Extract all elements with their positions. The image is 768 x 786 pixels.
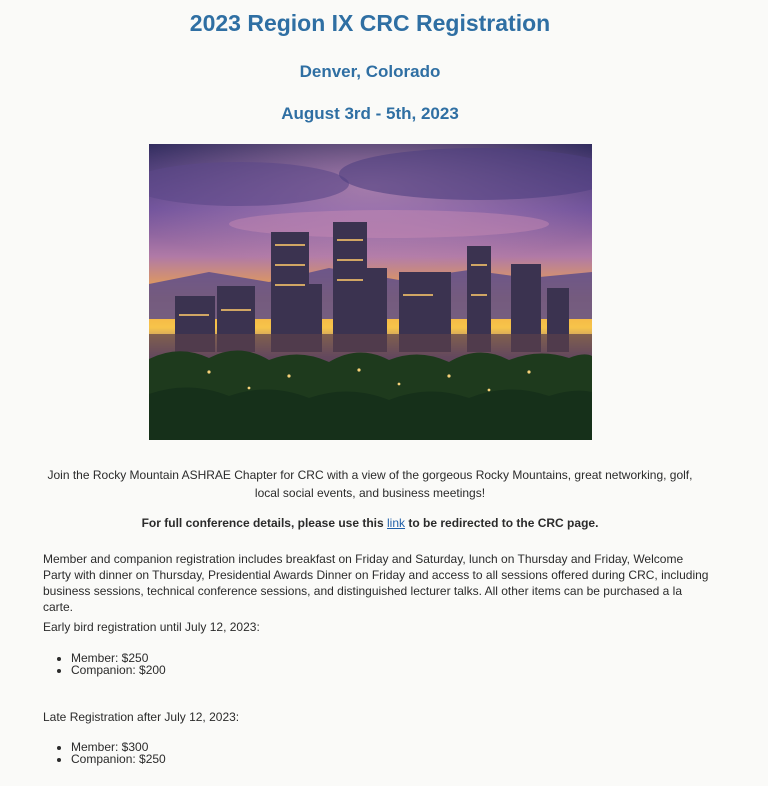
intro-paragraph: Join the Rocky Mountain ASHRAE Chapter for CRC with a view of the gorgeous Rocky Mountains, great networking, golf, local social events, and business meetings! [47, 468, 693, 500]
event-dates: August 3rd - 5th, 2023 [281, 104, 459, 123]
details-paragraph [40, 516, 700, 530]
list-item: • Companion: $200 [71, 664, 166, 676]
early-bird-heading: Early bird registration until July 12, 2023: [43, 620, 260, 634]
denver-skyline-image [149, 144, 592, 440]
event-location: Denver, Colorado [299, 62, 441, 81]
details-suffix: to be redirected to the CRC page. [408, 516, 599, 530]
late-registration-price-list [43, 741, 166, 765]
list-item: • Companion: $250 [71, 753, 166, 765]
late-registration-heading: Late Registration after July 12, 2023: [43, 710, 240, 724]
page-title: 2023 Region IX CRC Registration [189, 10, 551, 36]
list-item: • Member: $250 [71, 652, 166, 664]
list-item: • Member: $300 [71, 741, 166, 753]
details-prefix: For full conference details, please use this [141, 516, 384, 530]
inclusions-paragraph: Member and companion registration includes breakfast on Friday and Saturday, lunch on Thursday and Friday, Welcome Party with dinner on Thursday, Presidential Awards Dinner on Friday and access to all sessions offered during CRC, including business sessions, technical conference sessions, and distinguished lecturer talks. All other items can be purchased a la carte. [43, 552, 709, 614]
early-bird-price-list [43, 652, 166, 676]
crc-page-link[interactable]: link [387, 516, 406, 530]
